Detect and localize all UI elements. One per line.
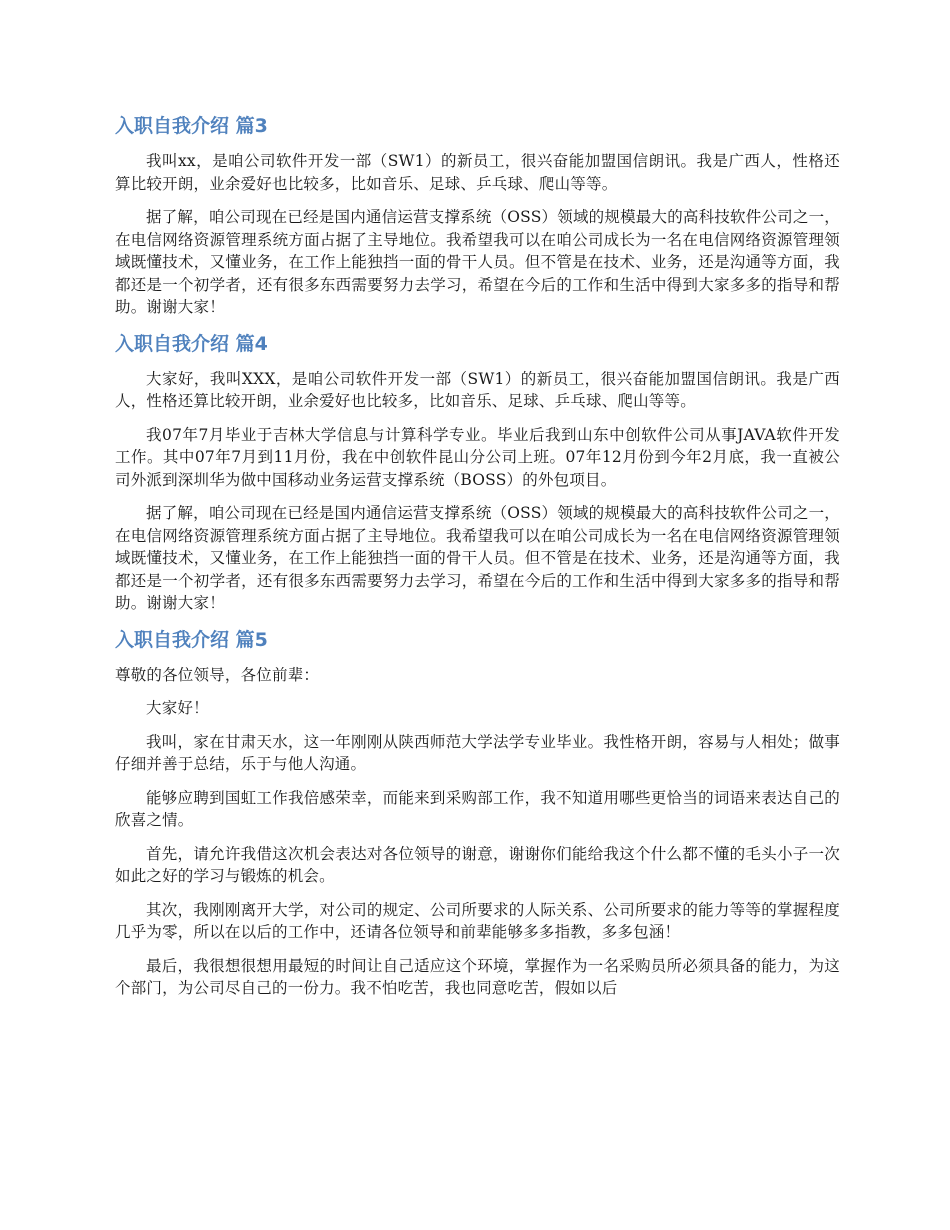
section-4 <box>115 330 840 615</box>
paragraph: 我叫xx，是咱公司软件开发一部（SW1）的新员工，很兴奋能加盟国信朗讯。我是广西人，性格还算比较开朗，业余爱好也比较多，比如音乐、足球、乒乓球、爬山等等。 <box>115 152 840 193</box>
paragraph: 大家好，我叫XXX，是咱公司软件开发一部（SW1）的新员工，很兴奋能加盟国信朗讯。我是广西人，性格还算比较开朗，业余爱好也比较多，比如音乐、足球、乒乓球、爬山等等。 <box>115 369 840 410</box>
paragraph: 据了解，咱公司现在已经是国内通信运营支撑系统（OSS）领域的规模最大的高科技软件公司之一，在电信网络资源管理系统方面占据了主导地位。我希望我可以在咱公司成长为一名在电信网络资源管理领域既懂技术，又懂业务，在工作上能独挡一面的骨干人员。但不管是在技术、业务，还是沟通等方面，我都还是一个初学者，还有很多东西需要努力去学习，希望在今后的工作和生活中得到大家多多的指导和帮助。谢谢大家！ <box>115 504 840 612</box>
section-3 <box>115 112 840 319</box>
paragraph: 我07年7月毕业于吉林大学信息与计算科学专业。毕业后我到山东中创软件公司从事JAVA软件开发工作。其中07年7月到11月份，我在中创软件昆山分公司上班。07年12月份到今年2月底，我一直被公司外派到深圳华为做中国移动业务运营支撑系统（BOSS）的外包项目。 <box>115 425 840 489</box>
paragraph: 据了解，咱公司现在已经是国内通信运营支撑系统（OSS）领域的规模最大的高科技软件公司之一，在电信网络资源管理系统方面占据了主导地位。我希望我可以在咱公司成长为一名在电信网络资源管理领域既懂技术，又懂业务，在工作上能独挡一面的骨干人员。但不管是在技术、业务，还是沟通等方面，我都还是一个初学者，还有很多东西需要努力去学习，希望在今后的工作和生活中得到大家多多的指导和帮助。谢谢大家！ <box>115 208 840 316</box>
paragraph: 最后，我很想很想用最短的时间让自己适应这个环境，掌握作为一名采购员所必须具备的能力，为这个部门，为公司尽自己的一份力。我不怕吃苦，我也同意吃苦，假如以后 <box>115 956 840 997</box>
section-title: 入职自我介绍 篇4 <box>115 332 268 355</box>
paragraph: 大家好！ <box>146 699 209 717</box>
paragraph: 首先，请允许我借这次机会表达对各位领导的谢意，谢谢你们能给我这个什么都不懂的毛头小子一次如此之好的学习与锻炼的机会。 <box>115 844 840 885</box>
paragraph: 其次，我刚刚离开大学，对公司的规定、公司所要求的人际关系、公司所要求的能力等等的掌握程度几乎为零，所以在以后的工作中，还请各位领导和前辈能够多多指教，多多包涵！ <box>115 900 840 941</box>
paragraph: 我叫，家在甘肃天水，这一年刚刚从陕西师范大学法学专业毕业。我性格开朗，容易与人相处；做事仔细并善于总结，乐于与他人沟通。 <box>115 732 840 773</box>
section-title: 入职自我介绍 篇5 <box>115 628 268 651</box>
section-title: 入职自我介绍 篇3 <box>115 115 268 137</box>
paragraph: 能够应聘到国虹工作我倍感荣幸，而能来到采购部工作，我不知道用哪些更恰当的词语来表达自己的欣喜之情。 <box>115 788 840 829</box>
salutation: 尊敬的各位领导，各位前辈： <box>115 665 320 684</box>
document-page <box>115 112 840 1011</box>
section-5 <box>115 626 840 1000</box>
